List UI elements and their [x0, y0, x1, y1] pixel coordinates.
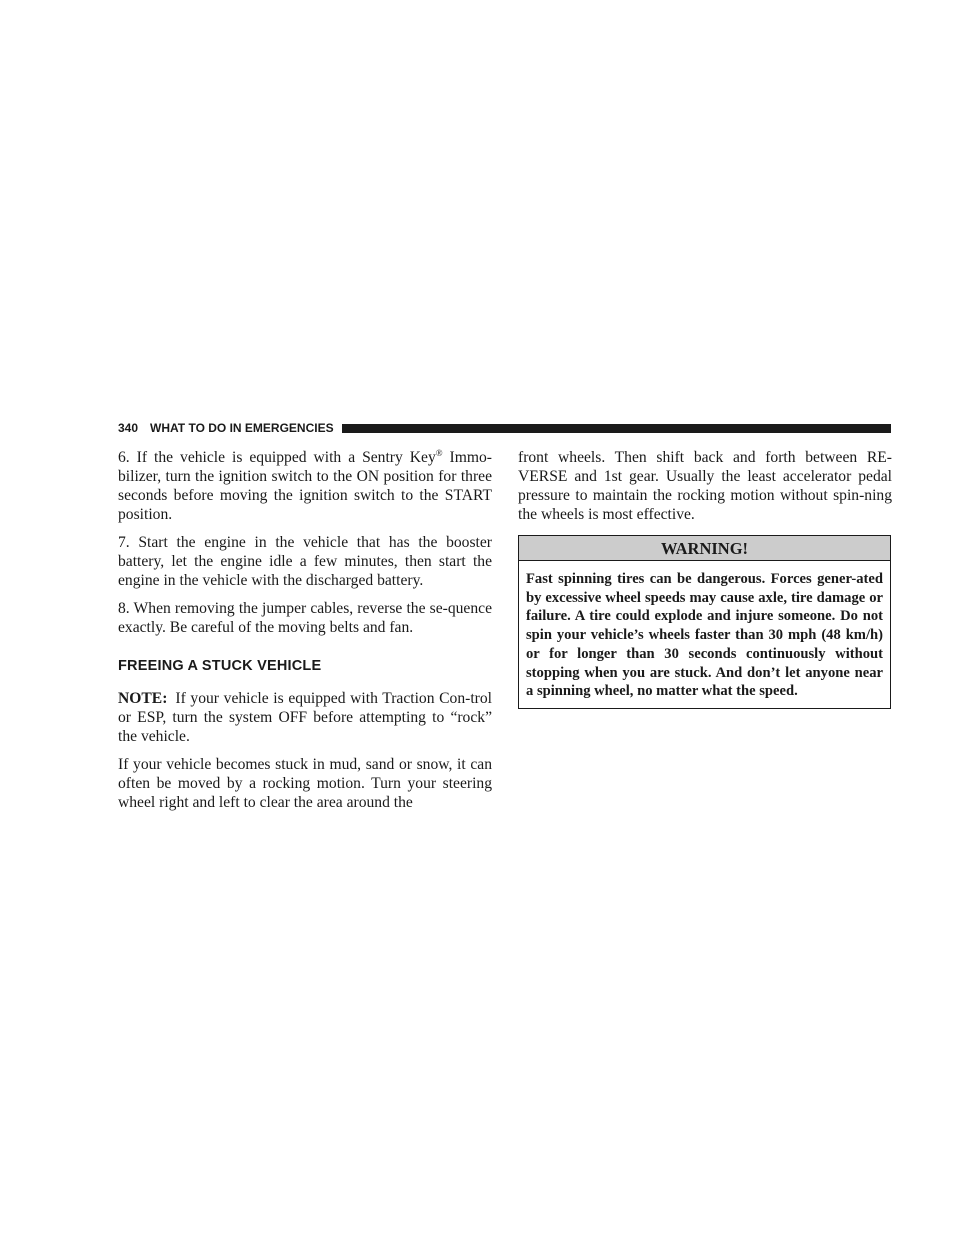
header-rule — [342, 424, 891, 433]
step-6: 6. If the vehicle is equipped with a Sentry Key® Immo-bilizer, turn the ignition switch to the ON position for three seconds before moving the ignition switch to the START position. — [118, 447, 493, 523]
section-heading: FREEING A STUCK VEHICLE — [118, 658, 322, 674]
right-column — [518, 448, 892, 709]
step-8: 8. When removing the jumper cables, reverse the se-quence exactly. Be careful of the moving belts and fan. — [118, 600, 492, 636]
warning-title: WARNING! — [519, 536, 890, 561]
warning-box — [518, 535, 891, 709]
registered-mark: ® — [435, 447, 443, 458]
note-paragraph — [118, 689, 492, 746]
continued-paragraph: front wheels. Then shift back and forth between RE-VERSE and 1st gear. Usually the least accelerator pedal pressure to maintain the rocking motion without spin-ning the wheels is most effective. — [518, 449, 892, 523]
left-column — [118, 448, 492, 821]
step-7: 7. Start the engine in the vehicle that has the booster battery, let the engine idle a few minutes, then start the engine in the vehicle with the discharged battery. — [118, 534, 492, 589]
note-label: NOTE: — [118, 690, 168, 707]
stuck-paragraph: If your vehicle becomes stuck in mud, sand or snow, it can often be moved by a rocking motion. Turn your steering wheel right and left to clear the area around the — [118, 756, 492, 811]
note-text: If your vehicle is equipped with Traction Con-trol or ESP, turn the system OFF before attempting to “rock” the vehicle. — [118, 690, 492, 745]
page-header — [118, 419, 891, 437]
page-number: 340 — [118, 421, 139, 435]
section-title: WHAT TO DO IN EMERGENCIES — [150, 421, 334, 435]
warning-text: Fast spinning tires can be dangerous. Forces gener-ated by excessive wheel speeds may cause axle, tire damage or failure. A tire could explode and injure someone. Do not spin your vehicle’s wheels faster than 30 mph (48 km/h) or for longer than 30 seconds continuously without stopping when you are stuck. And don’t let anyone near a spinning wheel, no matter what the speed. — [526, 571, 883, 700]
